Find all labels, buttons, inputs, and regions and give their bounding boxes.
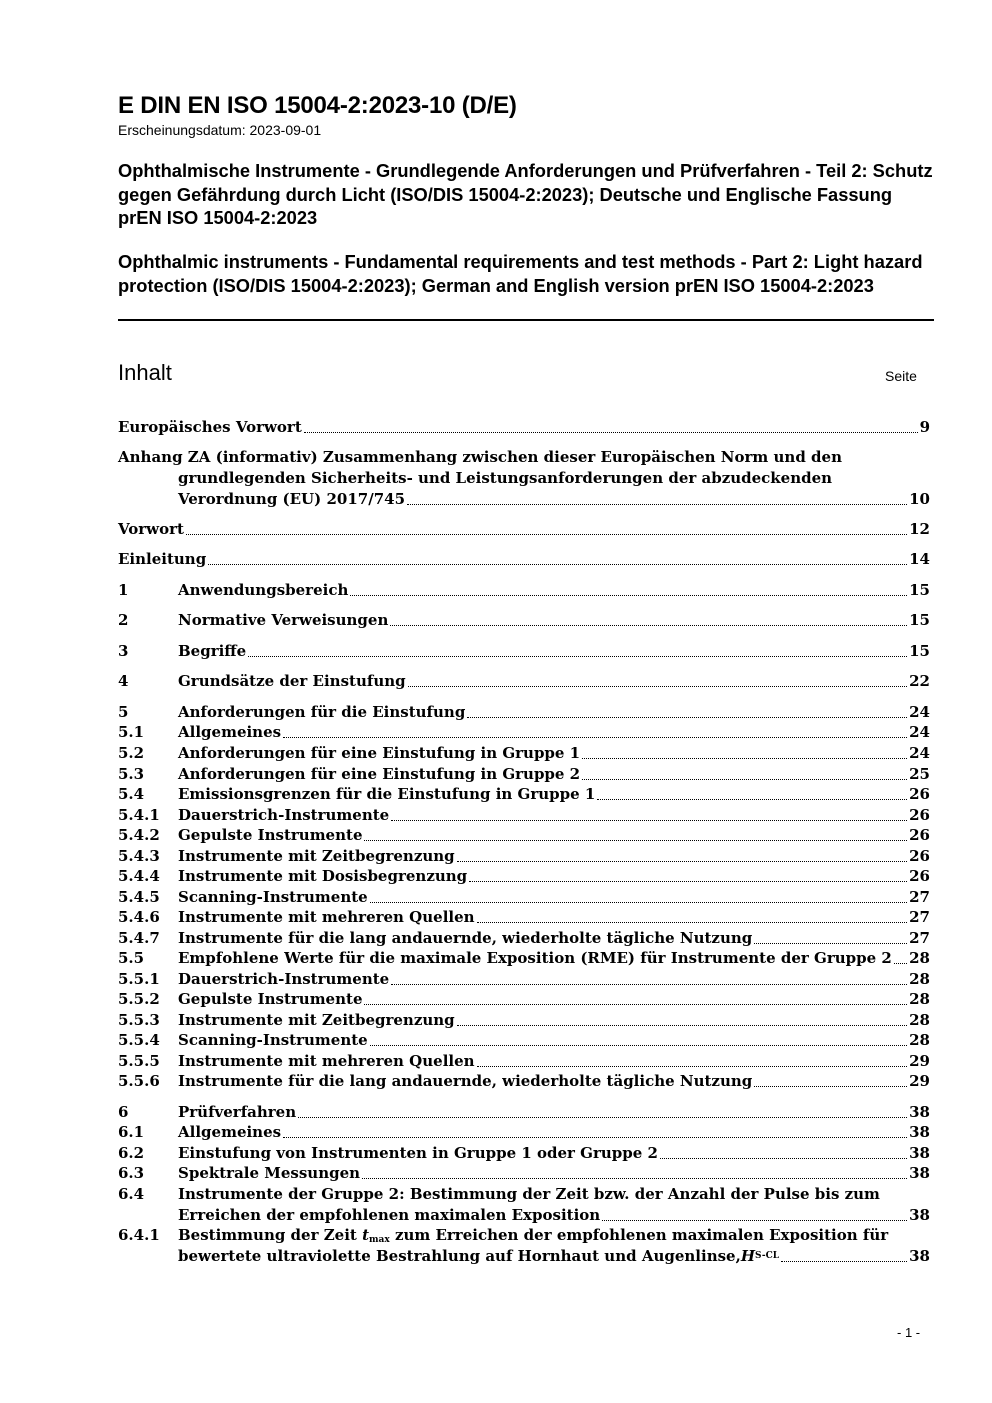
toc-entry-title-part: Bestimmung der Zeit <box>178 1226 363 1244</box>
toc-entry-number: 6.3 <box>118 1164 145 1182</box>
toc-entry-number: 5 <box>118 703 129 721</box>
toc-entry-title: Instrumente für die lang andauernde, wiederholte tägliche Nutzung <box>178 1072 753 1090</box>
toc-entry-number: 5.2 <box>118 744 145 762</box>
symbol-h: H <box>740 1247 756 1265</box>
toc-entry-number: 6 <box>118 1103 129 1121</box>
toc-entry-title: Vorwort <box>118 520 184 538</box>
toc-entry-number: 5.4.5 <box>118 888 160 906</box>
toc-entry-page: 28 <box>909 949 930 967</box>
toc-entry-page: 24 <box>909 744 930 762</box>
toc-entry-page: 9 <box>919 418 930 436</box>
toc-entry-page: 29 <box>909 1052 930 1070</box>
title-english: Ophthalmic instruments - Fundamental requirements and test methods - Part 2: Light hazard protection (ISO/DIS 15004-2:2023); German and English version prEN ISO 15004-2:2023 <box>118 251 923 296</box>
toc-entry-page: 38 <box>909 1123 930 1141</box>
toc-entry-title: Anforderungen für die Einstufung <box>178 703 466 721</box>
toc-entry-page: 26 <box>909 847 930 865</box>
toc-entry-number: 5.5.5 <box>118 1052 160 1070</box>
toc-entry-title-line: Erreichen der empfohlenen maximalen Exposition <box>178 1206 601 1224</box>
toc-entry-title: Allgemeines <box>178 723 282 741</box>
toc-entry-number: 5.4.6 <box>118 908 160 926</box>
toc-entry-title-line: Instrumente der Gruppe 2: Bestimmung der Zeit bzw. der Anzahl der Pulse bis zum <box>178 1185 880 1203</box>
toc-entry-title: Anforderungen für eine Einstufung in Gruppe 2 <box>178 765 581 783</box>
symbol-t-subscript: max <box>369 1235 390 1245</box>
toc-entry-page: 28 <box>909 970 930 988</box>
publication-date: Erscheinungsdatum: 2023-09-01 <box>118 122 322 138</box>
toc-entry-title: Gepulste Instrumente <box>178 990 363 1008</box>
toc-entry-page: 38 <box>909 1144 930 1162</box>
toc-entry-page: 26 <box>909 806 930 824</box>
toc-entry-number: 5.4.1 <box>118 806 160 824</box>
toc-entry-title: Einstufung von Instrumenten in Gruppe 1 oder Gruppe 2 <box>178 1144 658 1162</box>
toc-entry-number: 5.4.7 <box>118 929 160 947</box>
toc-entry-title: Emissionsgrenzen für die Einstufung in Gruppe 1 <box>178 785 596 803</box>
toc-entry-page: 10 <box>909 490 930 508</box>
toc-entry-page: 12 <box>909 520 930 538</box>
toc-entry-page: 26 <box>909 867 930 885</box>
toc-entry-title: Allgemeines <box>178 1123 282 1141</box>
toc-entry-title-line: Anhang ZA (informativ) Zusammenhang zwischen dieser Europäischen Norm und den <box>118 448 842 466</box>
toc-entry-page: 14 <box>909 550 930 568</box>
toc-entry-title: Spektrale Messungen <box>178 1164 361 1182</box>
toc-entry-title: Anforderungen für eine Einstufung in Gruppe 1 <box>178 744 581 762</box>
toc-entry-title: Normative Verweisungen <box>178 611 389 629</box>
toc-entry-title: Dauerstrich-Instrumente <box>178 806 390 824</box>
toc-entry-number: 5.4.2 <box>118 826 160 844</box>
toc-entry-number: 5.3 <box>118 765 145 783</box>
toc-entry-page: 26 <box>909 826 930 844</box>
toc-entry-title: Empfohlene Werte für die maximale Exposition (RME) für Instrumente der Gruppe 2 <box>178 949 892 967</box>
toc-entry-page: 28 <box>909 1031 930 1049</box>
toc-entry-title-part: zum Erreichen der empfohlenen maximalen Exposition für <box>389 1226 889 1244</box>
toc-entry-page: 28 <box>909 990 930 1008</box>
toc-entry-number: 5.5.3 <box>118 1011 160 1029</box>
toc-entry-title: Grundsätze der Einstufung <box>178 672 406 690</box>
symbol-h-subscript: S-CL <box>755 1251 780 1261</box>
toc-entry-title: Scanning-Instrumente <box>178 1031 368 1049</box>
toc-entry-number: 3 <box>118 642 129 660</box>
toc-entry-title: Europäisches Vorwort <box>118 418 302 436</box>
toc-entry-page: 29 <box>909 1072 930 1090</box>
toc-entry-page: 24 <box>909 703 930 721</box>
title-divider <box>118 319 934 321</box>
toc-entry-number: 6.2 <box>118 1144 145 1162</box>
document-id: E DIN EN ISO 15004-2:2023-10 (D/E) <box>118 92 517 119</box>
toc-entry-number: 5.4.3 <box>118 847 160 865</box>
toc-entry-title: Gepulste Instrumente <box>178 826 363 844</box>
page-number: - 1 - <box>897 1325 921 1340</box>
toc-entry-number: 5.5.4 <box>118 1031 160 1049</box>
symbol-t: t <box>362 1226 369 1244</box>
toc-entry-page: 38 <box>909 1206 930 1224</box>
toc-entry-number: 5.5 <box>118 949 145 967</box>
toc-entry-page: 25 <box>909 765 930 783</box>
toc-entry-title: Begriffe <box>178 642 247 660</box>
toc-entry-title-line: grundlegenden Sicherheits- und Leistungsanforderungen der abzudeckenden <box>178 469 833 487</box>
title-german: Ophthalmische Instrumente - Grundlegende Anforderungen und Prüfverfahren - Teil 2: Schutz gegen Gefährdung durch Licht (ISO/DIS 15004-2:2023); Deutsche und Englische Fassung prEN ISO 15004-2:2023 <box>118 160 933 228</box>
toc-entry-page: 38 <box>909 1164 930 1182</box>
toc-entry-number: 6.4.1 <box>118 1226 160 1244</box>
toc-entry-number: 5.5.2 <box>118 990 160 1008</box>
toc-entry-title: Instrumente für die lang andauernde, wiederholte tägliche Nutzung <box>178 929 753 947</box>
toc-entry-title: Scanning-Instrumente <box>178 888 368 906</box>
toc-entry-title: Instrumente mit Zeitbegrenzung <box>178 847 455 865</box>
toc-entry-number: 2 <box>118 611 129 629</box>
toc-entry-number: 1 <box>118 581 129 599</box>
toc-entry-page: 38 <box>909 1247 930 1265</box>
toc-entry-title: Instrumente mit mehreren Quellen <box>178 908 475 926</box>
toc-entry-page: 24 <box>909 723 930 741</box>
toc-entry-number: 5.5.1 <box>118 970 160 988</box>
toc-entry-page: 27 <box>909 908 930 926</box>
toc-entry-page: 28 <box>909 1011 930 1029</box>
toc-entry-title: Einleitung <box>118 550 207 568</box>
toc-entry-page: 27 <box>909 888 930 906</box>
toc-entry-number: 5.4.4 <box>118 867 160 885</box>
toc-entry-number: 6.4 <box>118 1185 145 1203</box>
toc-entry-number: 5.5.6 <box>118 1072 160 1090</box>
toc-entry-page: 27 <box>909 929 930 947</box>
toc-heading: Inhalt <box>118 360 172 385</box>
toc-entry-title: Dauerstrich-Instrumente <box>178 970 390 988</box>
toc-entry-number: 4 <box>118 672 129 690</box>
toc-entry-number: 5.4 <box>118 785 145 803</box>
toc-entry-number: 6.1 <box>118 1123 145 1141</box>
toc-entry-title: Prüfverfahren <box>178 1103 297 1121</box>
toc-entry-page: 15 <box>909 581 930 599</box>
toc-entry-page: 26 <box>909 785 930 803</box>
toc-entry-page: 15 <box>909 642 930 660</box>
toc-entry-title-part: bewertete ultraviolette Bestrahlung auf Hornhaut und Augenlinse, <box>178 1247 741 1265</box>
toc-entry-page: 22 <box>909 672 930 690</box>
toc-entry-number: 5.1 <box>118 723 145 741</box>
toc-page-column-label: Seite <box>885 368 917 384</box>
toc-entry-page: 38 <box>909 1103 930 1121</box>
toc-entry-title: Instrumente mit mehreren Quellen <box>178 1052 475 1070</box>
toc-entry-title-line: Verordnung (EU) 2017/745 <box>178 490 405 508</box>
toc-entry-title: Instrumente mit Dosisbegrenzung <box>178 867 468 885</box>
toc-entry-title: Anwendungsbereich <box>178 581 349 599</box>
toc-entry-page: 15 <box>909 611 930 629</box>
toc-entry-title: Instrumente mit Zeitbegrenzung <box>178 1011 455 1029</box>
